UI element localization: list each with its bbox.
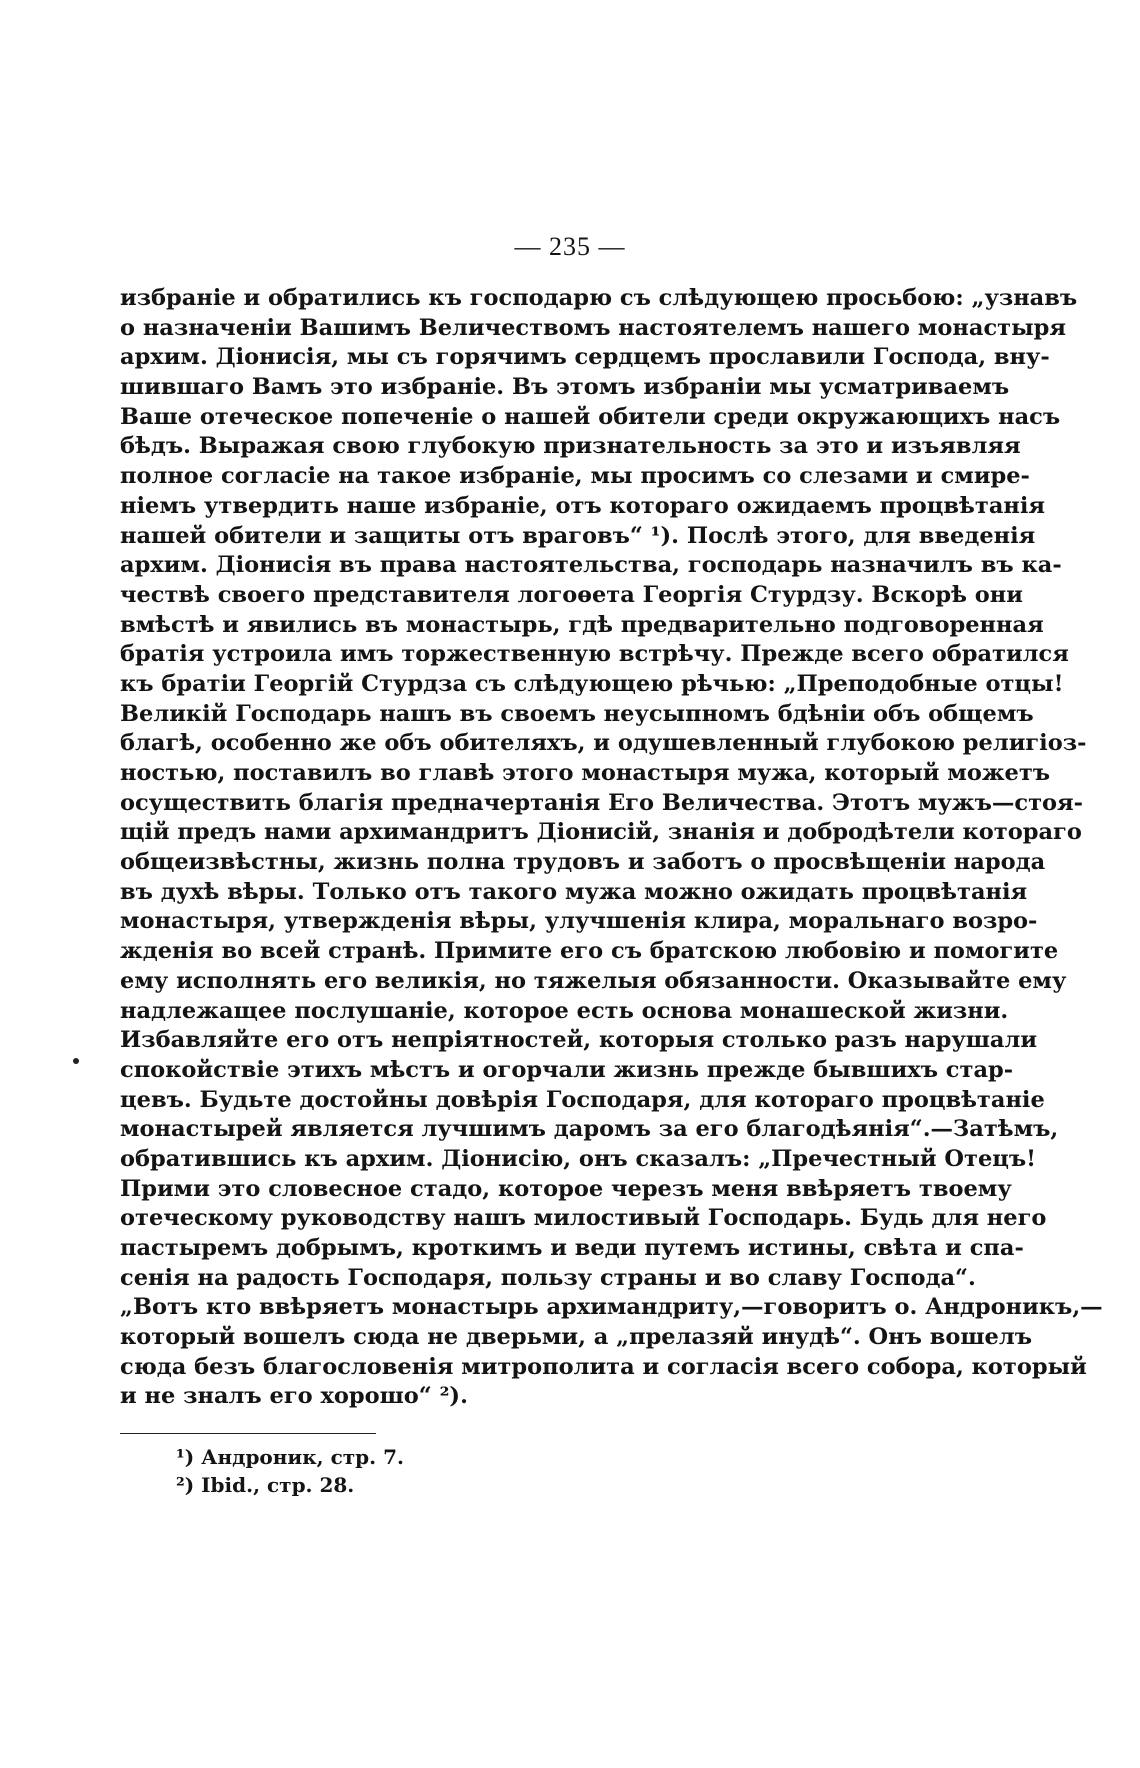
- text-line: чествѣ своего представителя логоѳета Георгія Стурдзу. Вскорѣ они: [120, 581, 1023, 608]
- text-line: благѣ, особенно же объ обителяхъ, и одушевленный глубокою религіоз-: [120, 730, 1087, 757]
- text-line: и не зналъ его хорошо“ ²).: [120, 1383, 468, 1410]
- text-line: избраніе и обратились къ господарю съ слѣдующею просьбою: „узнавъ: [120, 285, 1078, 311]
- text-line: вмѣстѣ и явились въ монастырь, гдѣ предварительно подговоренная: [120, 611, 1044, 638]
- footnote-line: ²) Ibid., стр. 28.: [176, 1472, 355, 1497]
- text-line: монастырей является лучшимъ даромъ за его благодѣянія“.—Затѣмъ,: [120, 1116, 1059, 1143]
- text-line: ему исполнять его великія, но тяжелыя обязанности. Оказывайте ему: [120, 967, 1067, 994]
- text-line: архим. Діонисія въ права настоятельства, господарь назначилъ въ ка-: [120, 552, 1062, 579]
- text-line: Ваше отеческое попеченіе о нашей обители среди окружающихъ насъ: [120, 403, 1061, 430]
- text-line: сенія на радость Господаря, пользу страны и во славу Господа“.: [120, 1264, 976, 1291]
- footnote-divider: [120, 1433, 376, 1435]
- text-line: „Вотъ кто ввѣряетъ монастырь архимандриту,—говоритъ о. Андроникъ,—: [120, 1294, 1103, 1321]
- text-line: монастыря, утвержденія вѣры, улучшенія клира, моральнаго возро-: [120, 908, 1038, 935]
- footnotes: [176, 1443, 676, 1499]
- text-line: обратившись къ архим. Діонисію, онъ сказалъ: „Пречестный Отецъ!: [120, 1145, 1037, 1172]
- text-line: ностью, поставилъ во главѣ этого монастыря мужа, который можетъ: [120, 760, 1051, 786]
- body-text: [120, 284, 1103, 1412]
- footnote-line: ¹) Андроник, стр. 7.: [176, 1444, 404, 1469]
- page-number: — 235 —: [514, 232, 626, 261]
- page-speck: [73, 1058, 79, 1064]
- text-line: сюда безъ благословенія митрополита и согласія всего собора, который: [120, 1353, 1087, 1380]
- text-line: къ братіи Георгій Стурдза съ слѣдующею рѣчью: „Преподобные отцы!: [120, 670, 1064, 697]
- text-line: пастыремъ добрымъ, кроткимъ и веди путемъ истины, свѣта и спа-: [120, 1235, 1024, 1261]
- text-line: братія устроила имъ торжественную встрѣчу. Прежде всего обратился: [120, 641, 1069, 668]
- text-line: Прими это словесное стадо, которое черезъ меня ввѣряетъ твоему: [120, 1175, 1012, 1202]
- text-line: нашей обители и защиты отъ враговъ“ ¹). Послѣ этого, для введенія: [120, 522, 1036, 549]
- text-line: отеческому руководству нашъ милостивый Господарь. Будь для него: [120, 1205, 1047, 1232]
- text-line: щій предъ нами архимандритъ Діонисій, знанія и добродѣтели котораго: [120, 819, 1082, 846]
- text-line: шившаго Вамъ это избраніе. Въ этомъ избраніи мы усматриваемъ: [120, 374, 1010, 401]
- text-line: жденія во всей странѣ. Примите его съ братскою любовію и помогите: [120, 938, 1059, 965]
- text-line: надлежащее послушаніе, которое есть основа монашеской жизни.: [120, 997, 1009, 1024]
- text-line: бѣдъ. Выражая свою глубокую признательность за это и изъявляя: [120, 433, 1021, 460]
- text-line: въ духѣ вѣры. Только отъ такого мужа можно ожидать процвѣтанія: [120, 878, 1028, 905]
- text-line: спокойствіе этихъ мѣстъ и огорчали жизнь прежде бывшихъ стар-: [120, 1056, 1014, 1083]
- text-line: Великій Господарь нашъ въ своемъ неусыпномъ бдѣніи объ общемъ: [120, 700, 1034, 727]
- text-line: полное согласіе на такое избраніе, мы просимъ со слезами и смире-: [120, 463, 1030, 490]
- text-line: цевъ. Будьте достойны довѣрія Господаря, для котораго процвѣтаніе: [120, 1086, 1045, 1113]
- text-line: общеизвѣстны, жизнь полна трудовъ и заботъ о просвѣщеніи народа: [120, 849, 1046, 876]
- text-line: архим. Діонисія, мы съ горячимъ сердцемъ прославили Господа, вну-: [120, 344, 1050, 371]
- text-line: ніемъ утвердить наше избраніе, отъ котораго ожидаемъ процвѣтанія: [120, 492, 1046, 519]
- text-line: который вошелъ сюда не дверьми, а „прелазяй инудѣ“. Онъ вошелъ: [120, 1324, 1032, 1351]
- text-line: осуществить благія предначертанія Его Величества. Этотъ мужъ—стоя-: [120, 789, 1083, 816]
- text-line: о назначеніи Вашимъ Величествомъ настоятелемъ нашего монастыря: [120, 314, 1067, 341]
- text-line: Избавляйте его отъ непріятностей, которыя столько разъ нарушали: [120, 1027, 1038, 1054]
